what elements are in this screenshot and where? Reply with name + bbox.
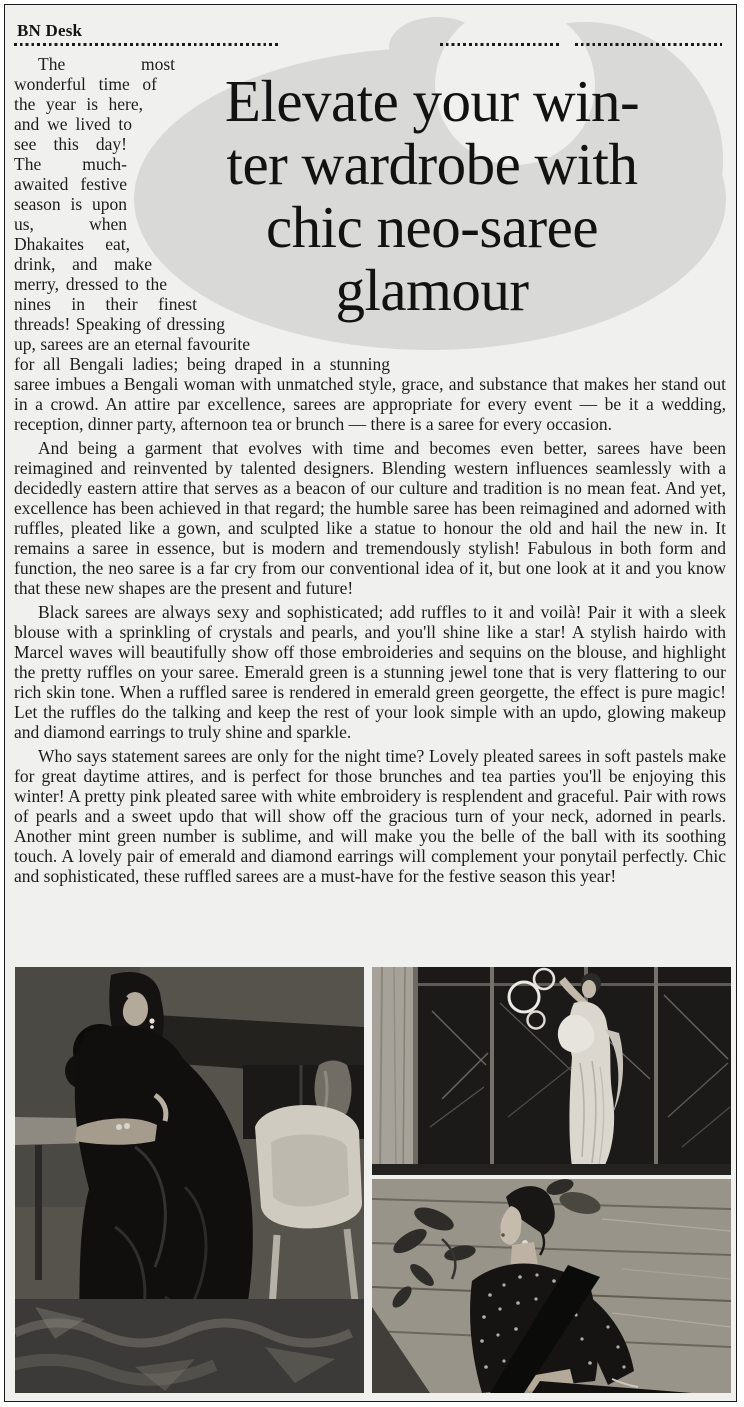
floor — [372, 1164, 731, 1175]
dotted-rule-segment — [575, 43, 722, 46]
dotted-rule-segment — [14, 43, 278, 46]
body-paragraph: And being a garment that evolves with time and becomes even better, sarees have been reimagined and reinvented by talented designers. Blending western influences seamlessly with a decidedly eastern attire that serves as a beacon of our culture and tradition is no mean feat. And yet, excellence has been achieved in that regard; the humble saree has been reimagined and adorned with ruffles, pleated like a gown, and sculpted like a statue to honour the old and hail the new in. It remains a saree in essence, but is modern and tremendously stylish! Fabulous in both form and function, the neo saree is a far cry from our conventional idea of it, but one look at it and you know that these new shapes are the present and future! — [14, 438, 726, 598]
photo-black-floral-saree — [372, 1179, 731, 1393]
headline-line: Elevate your win- — [224, 68, 640, 134]
photo-black-floral-saree-art — [372, 1179, 731, 1393]
photo-white-draped-saree-art — [372, 967, 731, 1175]
photo-white-draped-saree — [372, 967, 731, 1175]
photo-black-ruffled-saree — [15, 967, 364, 1393]
dotted-rule-segment — [440, 43, 562, 46]
wood-pillar — [372, 967, 418, 1175]
headline-line: chic neo-saree — [265, 194, 599, 260]
photo-black-ruffled-saree-art — [15, 967, 364, 1393]
body-paragraph: The most wonderful time of the year is here, and we lived to see this day! The much-awaited festive season is upon us, when Dhakaites eat, drink, and make merry, dressed to the nines in their finest threads! Speaking of dressing up, sarees are an eternal favourite for all Bengali ladies; being draped in a stunning saree imbues a Bengali woman with unmatched style, grace, and substance that makes her stand out in a crowd. An attire par excellence, sarees are appropriate for every event — be it a wedding, reception, dinner party, afternoon tea or brunch — there is a saree for every occasion. — [14, 54, 726, 434]
page-title — [126, 54, 726, 322]
body-paragraph: Who says statement sarees are only for the night time? Lovely pleated sarees in soft pastels make for great daytime attires, and is perfect for those brunches and tea parties you'll be enjoying this winter! A pretty pink pleated saree with white embroidery is resplendent and graceful. Pair with rows of pearls and a sweet updo that will show off the gracious turn of your neck, adorned in pearls. Another mint green number is sublime, and will make you the belle of the ball with its soothing touch. A lovely pair of emerald and diamond earrings will complement your ponytail perfectly. Chic and sophisticated, these ruffled sarees are a must-have for the festive season this year! — [14, 746, 726, 886]
photo-collage — [15, 967, 731, 1393]
headline-container — [126, 54, 726, 354]
article-body — [14, 54, 726, 890]
body-paragraph: Black sarees are always sexy and sophisticated; add ruffles to it and voilà! Pair it with a sleek blouse with a sprinkling of crystals and pearls, and you'll shine like a star! A stylish hairdo with Marcel waves will beautifully show off those embroideries and sequins on the blouse, and highlight the pretty ruffles on your saree. Emerald green is a stunning jewel tone that is very flattering to our rich skin tone. When a ruffled saree is rendered in emerald green georgette, the effect is pure magic! Let the ruffles do the talking and keep the rest of your look simple with an updo, glowing makeup and diamond earrings to truly shine and sparkle. — [14, 602, 726, 742]
headline-line: ter wardrobe with — [226, 131, 638, 197]
byline: BN Desk — [17, 21, 83, 40]
wrap-spacer — [390, 354, 726, 374]
patterned-carpet — [15, 1299, 364, 1393]
headline-line: glamour — [335, 257, 529, 323]
